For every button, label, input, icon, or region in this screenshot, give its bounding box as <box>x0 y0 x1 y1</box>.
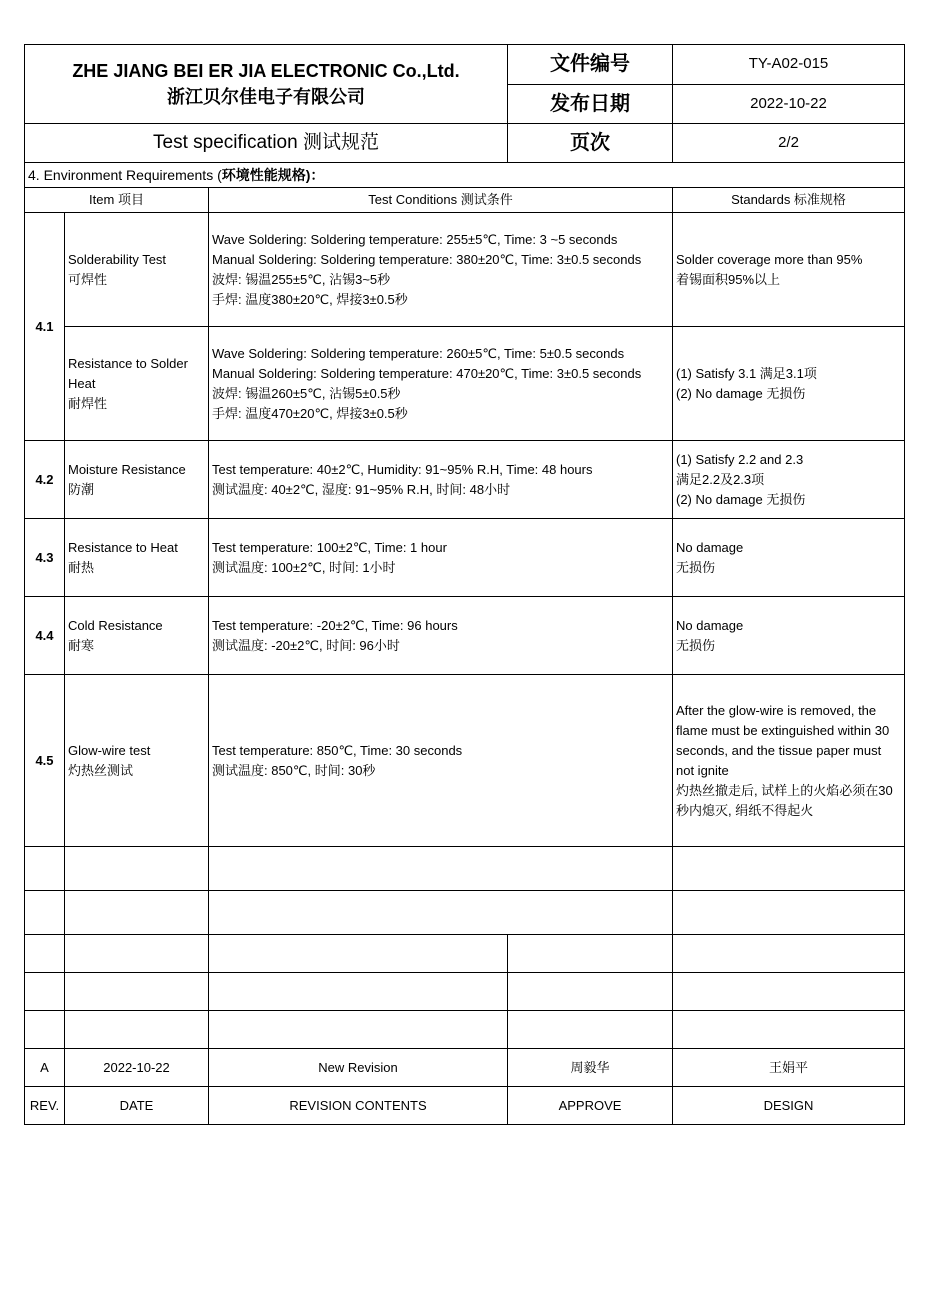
contents-label: REVISION CONTENTS <box>209 1087 508 1125</box>
empty-cell <box>25 935 65 973</box>
standards: No damage 无损伤 <box>673 597 905 675</box>
date-label: DATE <box>65 1087 209 1125</box>
section-cn: 环境性能规格 <box>221 167 306 183</box>
revision-design: 王娟平 <box>673 1049 905 1087</box>
empty-cell <box>209 891 673 935</box>
section-heading <box>25 163 905 188</box>
row-number: 4.3 <box>25 519 65 597</box>
company-name-en: ZHE JIANG BEI ER JIA ELECTRONIC Co.,Ltd. <box>72 61 460 81</box>
revision-rev: A <box>25 1049 65 1087</box>
column-header-conditions: Test Conditions 测试条件 <box>209 188 673 213</box>
table-row <box>25 519 905 597</box>
empty-cell <box>65 1011 209 1049</box>
item-name: Moisture Resistance 防潮 <box>65 441 209 519</box>
table-row <box>25 213 905 327</box>
revision-approve: 周毅华 <box>508 1049 673 1087</box>
empty-cell <box>209 1011 508 1049</box>
test-conditions: Test temperature: 850℃, Time: 30 seconds 测试温度: 850℃, 时间: 30秒 <box>209 675 673 847</box>
release-date-label: 发布日期 <box>508 84 673 124</box>
revision-contents: New Revision <box>209 1049 508 1087</box>
section-suffix: )： <box>305 167 325 183</box>
row-number: 4.1 <box>25 213 65 441</box>
empty-cell <box>209 973 508 1011</box>
empty-cell <box>673 847 905 891</box>
approve-label: APPROVE <box>508 1087 673 1125</box>
revision-label-row <box>25 1087 905 1125</box>
table-row <box>25 597 905 675</box>
doc-no-value: TY-A02-015 <box>673 45 905 85</box>
empty-cell <box>25 847 65 891</box>
empty-cell <box>65 891 209 935</box>
revision-entry-row <box>25 1049 905 1087</box>
empty-cell <box>673 935 905 973</box>
empty-cell <box>25 973 65 1011</box>
empty-cell <box>65 847 209 891</box>
empty-row <box>25 891 905 935</box>
empty-cell <box>209 935 508 973</box>
section-prefix: 4. Environment Requirements ( <box>28 167 222 183</box>
item-name: Cold Resistance 耐寒 <box>65 597 209 675</box>
standards: After the glow-wire is removed, the flame must be extinguished within 30 seconds, and the tissue paper must not ignite 灼热丝撤走后, 试样上的火焰必须在30秒内熄灭, 绢纸不得起火 <box>673 675 905 847</box>
spec-sheet <box>24 44 904 1125</box>
item-name: Solderability Test 可焊性 <box>65 213 209 327</box>
empty-cell <box>65 973 209 1011</box>
page-label: 页次 <box>508 124 673 163</box>
company-name <box>25 45 508 124</box>
release-date-value: 2022-10-22 <box>673 84 905 124</box>
empty-cell <box>65 935 209 973</box>
item-name: Glow-wire test 灼热丝测试 <box>65 675 209 847</box>
test-conditions: Wave Soldering: Soldering temperature: 260±5℃, Time: 5±0.5 seconds Manual Soldering: Soldering temperature: 470±20℃, Time: 3±0.5 seconds 波焊: 锡温260±5℃, 沾锡5±0.5秒 手焊: 温度470±20℃, 焊接3±0.5秒 <box>209 327 673 441</box>
design-label: DESIGN <box>673 1087 905 1125</box>
rev-label: REV. <box>25 1087 65 1125</box>
empty-cell <box>508 1011 673 1049</box>
empty-revision-row <box>25 973 905 1011</box>
empty-revision-row <box>25 935 905 973</box>
table-row <box>25 441 905 519</box>
test-conditions: Wave Soldering: Soldering temperature: 255±5℃, Time: 3 ~5 seconds Manual Soldering: Soldering temperature: 380±20℃, Time: 3±0.5 seconds 波焊: 锡温255±5℃, 沾锡3~5秒 手焊: 温度380±20℃, 焊接3±0.5秒 <box>209 213 673 327</box>
table-row <box>25 327 905 441</box>
item-name: Resistance to Heat 耐热 <box>65 519 209 597</box>
row-number: 4.2 <box>25 441 65 519</box>
empty-row <box>25 847 905 891</box>
empty-cell <box>673 1011 905 1049</box>
standards: Solder coverage more than 95% 着锡面积95%以上 <box>673 213 905 327</box>
page-value: 2/2 <box>673 124 905 163</box>
test-conditions: Test temperature: 40±2℃, Humidity: 91~95% R.H, Time: 48 hours 测试温度: 40±2℃, 湿度: 91~95% R.H, 时间: 48小时 <box>209 441 673 519</box>
table-row <box>25 675 905 847</box>
empty-revision-row <box>25 1011 905 1049</box>
spec-table <box>24 44 905 1125</box>
test-conditions: Test temperature: -20±2℃, Time: 96 hours 测试温度: -20±2℃, 时间: 96小时 <box>209 597 673 675</box>
row-number: 4.5 <box>25 675 65 847</box>
empty-cell <box>508 935 673 973</box>
empty-cell <box>25 891 65 935</box>
company-name-cn: 浙江贝尔佳电子有限公司 <box>167 87 365 107</box>
doc-no-label: 文件编号 <box>508 45 673 85</box>
row-number: 4.4 <box>25 597 65 675</box>
column-header-standards: Standards 标准规格 <box>673 188 905 213</box>
column-header-item: Item 项目 <box>25 188 209 213</box>
standards: No damage 无损伤 <box>673 519 905 597</box>
standards: (1) Satisfy 2.2 and 2.3 满足2.2及2.3项 (2) No damage 无损伤 <box>673 441 905 519</box>
empty-cell <box>508 973 673 1011</box>
revision-date: 2022-10-22 <box>65 1049 209 1087</box>
empty-cell <box>673 973 905 1011</box>
test-conditions: Test temperature: 100±2℃, Time: 1 hour 测试温度: 100±2℃, 时间: 1小时 <box>209 519 673 597</box>
spec-title: Test specification 测试规范 <box>25 124 508 163</box>
empty-cell <box>25 1011 65 1049</box>
empty-cell <box>673 891 905 935</box>
empty-cell <box>209 847 673 891</box>
standards: (1) Satisfy 3.1 满足3.1项 (2) No damage 无损伤 <box>673 327 905 441</box>
item-name: Resistance to Solder Heat 耐焊性 <box>65 327 209 441</box>
